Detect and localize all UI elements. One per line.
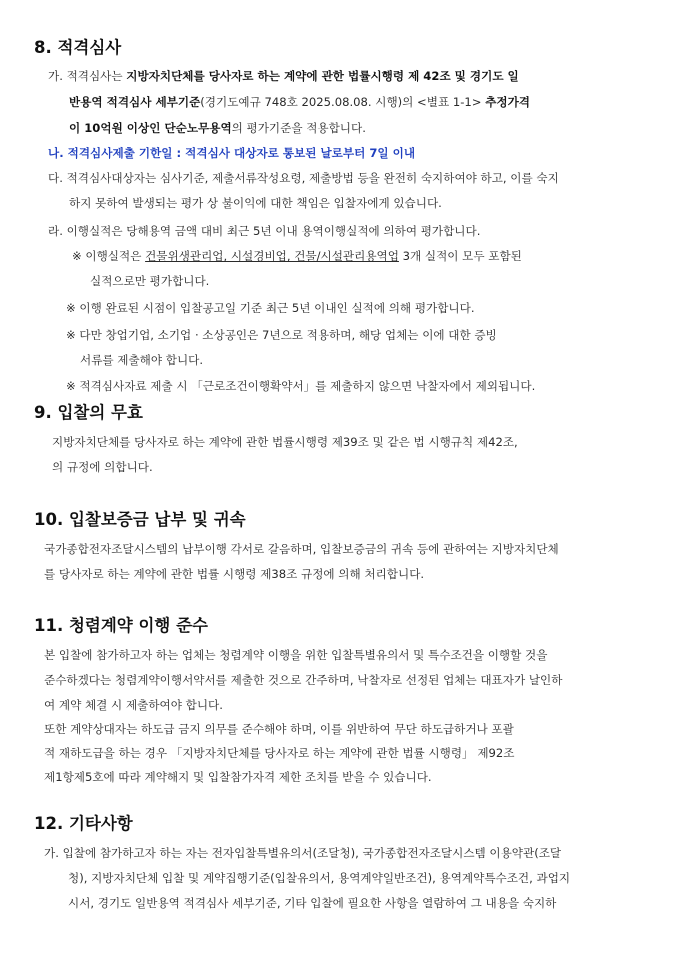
s11-line4: 또한 계약상대자는 하도급 금지 의무를 준수해야 하며, 이를 위반하여 무단 하도급하거나 포괄 bbox=[44, 722, 514, 736]
s10-line2: 를 당사자로 하는 계약에 관한 법률 시행령 제38조 규정에 의해 처리합니다. bbox=[44, 567, 425, 581]
s11-line3: 여 계약 체결 시 제출하여야 합니다. bbox=[44, 698, 223, 712]
s12-line1: 가. 입찰에 참가하고자 하는 자는 전자입찰특별유의서(조달청), 국가종합전자조달시스템 이용약관(조달 bbox=[44, 846, 562, 860]
s9-line2: 의 규정에 의합니다. bbox=[52, 460, 153, 474]
section-12-heading: 12. 기타사항 bbox=[34, 814, 133, 833]
s8-na-deadline: 나. 적격심사제출 기한일 : 적격심사 대상자로 통보된 날로부터 7일 이내 bbox=[48, 146, 416, 160]
s12-line3: 시서, 경기도 일반용역 적격심사 세부기준, 기타 입찰에 필요한 사항을 열람하여 그 내용을 숙지하 bbox=[68, 896, 557, 910]
s8-da-line2: 하지 못하여 발생되는 평가 상 불이익에 대한 책임은 입찰자에게 있습니다. bbox=[69, 196, 442, 210]
s8-ga-line3: 이 10억원 이상인 단순노무용역의 평가기준을 적용합니다. bbox=[69, 121, 366, 135]
section-11-heading: 11. 청렴계약 이행 준수 bbox=[34, 616, 208, 635]
s8-ga-line2: 반용역 적격심사 세부기준(경기도예규 748호 2025.08.08. 시행)의 <별표 1-1> 추정가격 bbox=[69, 95, 531, 109]
s11-line1: 본 입찰에 참가하고자 하는 업체는 청렴계약 이행을 위한 입찰특별유의서 및 특수조건을 이행할 것을 bbox=[44, 648, 548, 662]
s8-ra-line1: 라. 이행실적은 당해용역 금액 대비 최근 5년 이내 용역이행실적에 의하여 평가합니다. bbox=[48, 224, 481, 238]
s8-ra-note3-line1: ※ 다만 창업기업, 소기업 · 소상공인은 7년으로 적용하며, 해당 업체는 이에 대한 증빙 bbox=[66, 328, 497, 342]
s10-line1: 국가종합전자조달시스템의 납부이행 각서로 갈음하며, 입찰보증금의 귀속 등에 관하여는 지방자치단체 bbox=[44, 542, 559, 556]
s8-ga-line1: 가. 적격심사는 지방자치단체를 당사자로 하는 계약에 관한 법률시행령 제 42조 및 경기도 일 bbox=[48, 69, 519, 83]
section-10-heading: 10. 입찰보증금 납부 및 귀속 bbox=[34, 510, 246, 529]
s9-line1: 지방자치단체를 당사자로 하는 계약에 관한 법률시행령 제39조 및 같은 법 시행규칙 제42조, bbox=[52, 435, 518, 449]
s8-ra-note2: ※ 이행 완료된 시점이 입찰공고일 기준 최근 5년 이내인 실적에 의해 평가합니다. bbox=[66, 301, 475, 315]
section-9-heading: 9. 입찰의 무효 bbox=[34, 403, 143, 422]
s8-ra-note1-line2: 실적으로만 평가합니다. bbox=[90, 274, 210, 288]
s11-line5: 적 재하도급을 하는 경우 「지방자치단체를 당사자로 하는 계약에 관한 법률 시행령」 제92조 bbox=[44, 746, 515, 760]
s11-line6: 제1항제5호에 따라 계약해지 및 입찰참가자격 제한 조치를 받을 수 있습니다. bbox=[44, 770, 432, 784]
s12-line2: 청), 지방자치단체 입찰 및 계약집행기준(입찰유의서, 용역계약일반조건), 용역계약특수조건, 과업지 bbox=[68, 871, 571, 885]
s8-ra-note3-line2: 서류를 제출해야 합니다. bbox=[80, 353, 204, 367]
s8-ra-note4: ※ 적격심사자료 제출 시 「근로조건이행확약서」를 제출하지 않으면 낙찰자에서 제외됩니다. bbox=[66, 379, 536, 393]
s11-line2: 준수하겠다는 청렴계약이행서약서를 제출한 것으로 간주하며, 낙찰자로 선정된 업체는 대표자가 날인하 bbox=[44, 673, 563, 687]
section-8-heading: 8. 적격심사 bbox=[34, 38, 122, 57]
s8-da-line1: 다. 적격심사대상자는 심사기준, 제출서류작성요령, 제출방법 등을 완전히 숙지하여야 하고, 이를 숙지 bbox=[48, 171, 559, 185]
s8-ra-note1: ※ 이행실적은 건물위생관리업, 시설경비업, 건물/시설관리용역업 3개 실적이 모두 포함된 bbox=[72, 249, 522, 263]
